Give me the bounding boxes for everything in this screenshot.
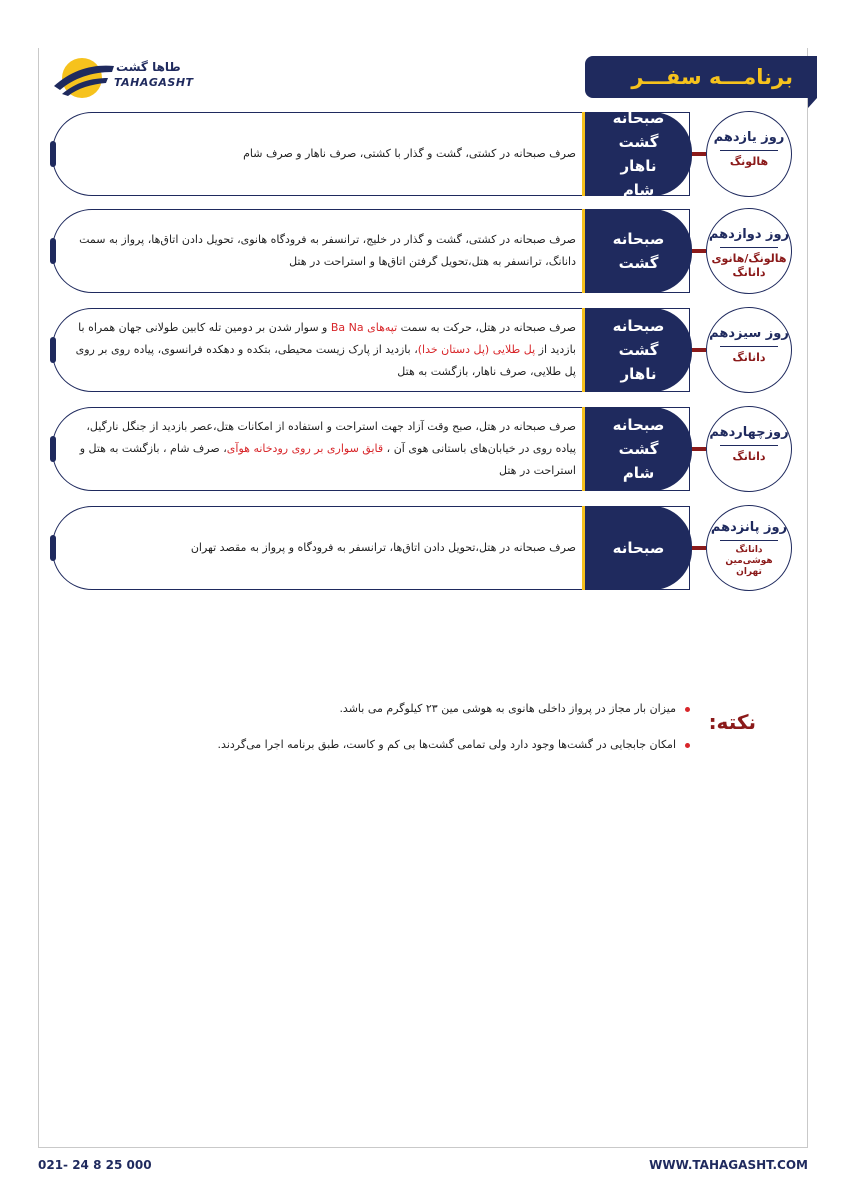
pill-handle	[50, 238, 56, 264]
day-description-text: صرف صبحانه در کشتی، گشت و گذار در خلیج، ترانسفر به فرودگاه هانوی، تحویل دادن اتاق‌ها، پرواز به سمت دانانگ، ترانسفر به هتل،تحویل گرفتن اتاق‌ها و استراحت در هتل	[79, 233, 576, 268]
day-label: روز سیزدهم	[709, 326, 789, 341]
desc-part: ، بازدید از پارک زیست محیطی، بتکده و دهکده فرانسوی، پیاده روی بر روی پل طلایی، صرف ناهار، بازگشت به هتل	[75, 343, 576, 378]
desc-part: و سوار شدن بر دومین تله کابین طولانی جهان همراه با بازدید از	[78, 321, 576, 356]
day-description-text	[66, 317, 576, 383]
meals-label: صبحانه گشت ناهار	[612, 317, 665, 383]
day-row	[52, 308, 798, 392]
desc-part: صرف صبحانه در هتل، صبح وقت آزاد جهت استراحت و استفاده از امکانات هتل،عصر بازدید از جنگل نارگیل، پیاده روی در خیابان‌های باستانی هوی آن ،	[86, 420, 576, 455]
day-circle	[706, 111, 792, 197]
day-row	[52, 209, 798, 293]
logo-text-en: TAHAGASHT	[114, 76, 194, 89]
city-label: هالونگ/هانوی دانانگ	[711, 252, 787, 279]
day-description	[66, 308, 576, 392]
day-row	[52, 506, 798, 590]
logo-text-fa: طاها گشت	[116, 60, 181, 74]
city-label: دانانگ هوشی‌مین تهران	[725, 545, 773, 577]
meals-box	[582, 407, 692, 491]
row-connector	[692, 546, 706, 550]
day-separator	[720, 150, 778, 151]
meals-label: صبحانه	[612, 539, 665, 557]
day-description-text: صرف صبحانه در کشتی، گشت و گذار با کشتی، صرف ناهار و صرف شام	[243, 147, 576, 160]
company-logo	[52, 56, 194, 100]
day-description	[66, 112, 576, 196]
day-circle	[706, 307, 792, 393]
page-title: برنامـــه سفـــر	[631, 65, 793, 89]
day-label: روز یازدهم	[713, 130, 785, 145]
page-title-box	[585, 56, 817, 98]
day-description	[66, 209, 576, 293]
day-label: روز پانزدهم	[710, 520, 788, 535]
desc-highlight: قایق سواری بر روی رودخانه هوآی	[226, 442, 384, 455]
row-connector	[692, 249, 706, 253]
meals-box	[582, 209, 692, 293]
note-item: میزان بار مجاز در پرواز داخلی هانوی به هوشی مین ۲۳ کیلوگرم می باشد.	[150, 700, 690, 718]
day-label: روزچهاردهم	[709, 425, 789, 440]
day-row	[52, 407, 798, 491]
pill-handle	[50, 535, 56, 561]
note-item: امکان جابجایی در گشت‌ها وجود دارد ولی تمامی گشت‌ها بی کم و کاست، طبق برنامه اجرا می‌گردند.	[150, 736, 690, 754]
logo-icon	[52, 56, 116, 100]
day-label: روز دوازدهم	[708, 227, 790, 242]
day-separator	[720, 247, 778, 248]
footer-phone: 021- 24 8 25 000	[38, 1158, 152, 1172]
day-circle	[706, 208, 792, 294]
day-circle	[706, 406, 792, 492]
day-row	[52, 109, 798, 199]
meals-box	[582, 506, 692, 590]
footer-website[interactable]: WWW.TAHAGASHT.COM	[649, 1158, 808, 1172]
notes-label: نکته:	[708, 710, 756, 734]
meals-label: صبحانه گشت ناهار شام	[612, 109, 665, 199]
day-description-text	[66, 416, 576, 482]
day-circle	[706, 505, 792, 591]
desc-part: صرف صبحانه در هتل، حرکت به سمت	[397, 321, 576, 334]
meals-label: صبحانه گشت	[612, 230, 665, 272]
day-description	[66, 506, 576, 590]
pill-handle	[50, 337, 56, 363]
day-separator	[720, 540, 778, 541]
notes-list	[150, 700, 690, 772]
row-connector	[692, 152, 706, 156]
city-label: دانانگ	[732, 450, 766, 463]
desc-highlight: پل طلایی (پل دستان خدا)	[417, 343, 536, 356]
pill-handle	[50, 141, 56, 167]
day-separator	[720, 445, 778, 446]
row-connector	[692, 348, 706, 352]
meals-box	[582, 308, 692, 392]
meals-label: صبحانه گشت شام	[612, 416, 665, 482]
desc-highlight: تپه‌های Ba Na	[330, 321, 398, 334]
row-connector	[692, 447, 706, 451]
day-description	[66, 407, 576, 491]
pill-handle	[50, 436, 56, 462]
title-tail-decoration	[808, 98, 817, 108]
desc-part: ، صرف شام ، بازگشت به هتل و استراحت در هتل	[79, 442, 576, 477]
day-separator	[720, 346, 778, 347]
day-description-text: صرف صبحانه در هتل،تحویل دادن اتاق‌ها، ترانسفر به فرودگاه و پرواز به مقصد تهران	[190, 541, 576, 554]
meals-box	[582, 109, 692, 199]
city-label: دانانگ	[732, 351, 766, 364]
city-label: هالونگ	[729, 155, 769, 168]
